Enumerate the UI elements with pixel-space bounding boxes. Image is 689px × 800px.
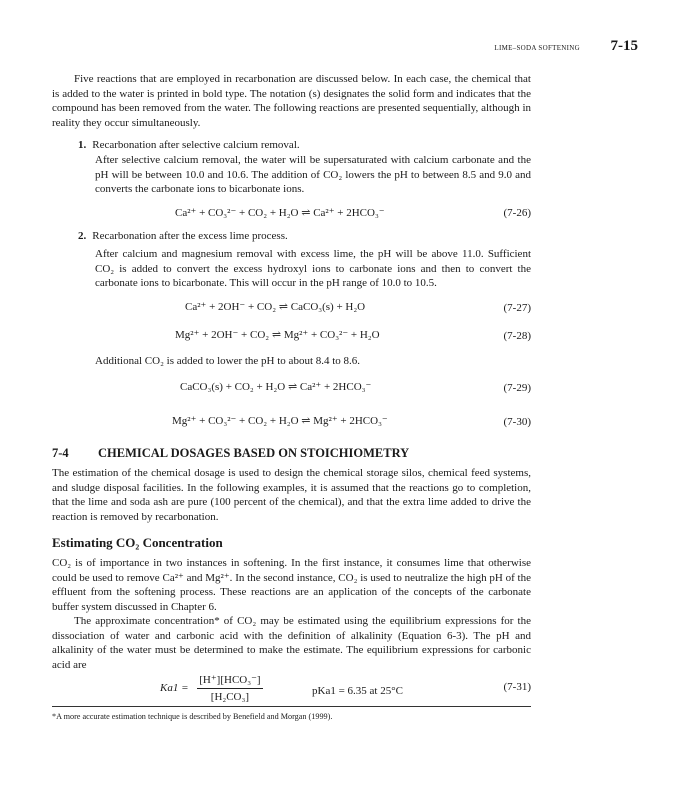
item-2-number: 2.	[78, 230, 87, 242]
section-paragraph	[52, 466, 531, 524]
item-2-heading	[78, 229, 288, 244]
subsection-paragraph-2	[52, 614, 531, 672]
equation-7-31-denominator: [H₂CO₃]	[210, 691, 250, 703]
equation-7-26	[175, 206, 385, 220]
equation-7-30	[172, 414, 388, 428]
item-2-title: Recarbonation after the excess lime process.	[92, 230, 288, 242]
item-2-text: After calcium and magnesium removal with excess lime, the pH will be above 11.0. Sufficient CO₂ is added to convert the excess hydroxyl ions to carbonate ions and then to convert the carbonate ions to bicarbonate. This will occur in the pH range of 10.0 to 10.5.	[95, 248, 531, 290]
equation-7-28	[175, 328, 380, 342]
equation-7-31-lhs: Ka1 =	[160, 682, 189, 695]
footnote: *A more accurate estimation technique is described by Benefield and Morgan (1999).	[52, 712, 333, 721]
equation-7-30-number: (7-30)	[503, 416, 531, 428]
subsection-paragraph-1	[52, 556, 531, 614]
subsection-text-1: CO₂ is of importance in two instances in softening. In the first instance, it consumes lime that otherwise could be used to remove Ca²⁺ and Mg²⁺. In the second instance, CO₂ is used to neutralize the high pH of the effluent from the softening process. These reactions are an application of the concepts of the carbonate buffer system discussed in Chapter 6.	[52, 557, 531, 613]
running-header	[52, 38, 638, 58]
additional-co2-paragraph	[95, 354, 531, 369]
item-1-number: 1.	[78, 139, 87, 151]
equation-7-29	[180, 380, 371, 394]
intro-text: Five reactions that are employed in recarbonation are discussed below. In each case, the chemical that is added to the water is printed in bold type. The notation (s) designates the solid form and indicates that the compound has been removed from the water. The following reactions are presented sequentially, although in reality they occur simultaneously.	[52, 73, 531, 129]
section-number: 7-4	[52, 446, 69, 460]
item-1-title: Recarbonation after selective calcium removal.	[92, 139, 300, 151]
equation-7-29-number: (7-29)	[503, 382, 531, 394]
equation-7-31-number: (7-31)	[503, 681, 531, 693]
equation-7-30-text: Mg²⁺ + CO₃²⁻ + CO₂ + H₂O ⇌ Mg²⁺ + 2HCO₃⁻	[172, 415, 388, 427]
page-number: 7-15	[610, 38, 638, 54]
equation-7-26-text: Ca²⁺ + CO₃²⁻ + CO₂ + H₂O ⇌ Ca²⁺ + 2HCO₃⁻	[175, 207, 385, 219]
item-2-body	[95, 247, 531, 291]
equation-7-31-rhs: pKa1 = 6.35 at 25°C	[312, 685, 403, 697]
equation-7-28-number: (7-28)	[503, 330, 531, 342]
running-title: LIME–SODA SOFTENING	[494, 44, 580, 52]
subsection-text-2: The approximate concentration* of CO₂ may be estimated using the equilibrium expressions for the dissociation of water and carbonic acid with the definition of alkalinity (Equation 6-3). The pH and alkalinity of the water must be determined to make the estimate. The equilibrium expressions for carbonic acid are	[52, 615, 531, 671]
intro-paragraph	[52, 72, 531, 130]
equation-7-27-number: (7-27)	[503, 302, 531, 314]
item-1-heading	[78, 138, 300, 153]
section-title: CHEMICAL DOSAGES BASED ON STOICHIOMETRY	[98, 446, 410, 460]
equation-7-27	[185, 300, 365, 314]
footnote-rule	[52, 706, 531, 707]
equation-7-26-number: (7-26)	[503, 207, 531, 219]
equation-7-31-numerator: [H⁺][HCO₃⁻]	[197, 673, 262, 689]
equation-7-29-text: CaCO₃(s) + CO₂ + H₂O ⇌ Ca²⁺ + 2HCO₃⁻	[180, 381, 372, 393]
item-1-body	[95, 153, 531, 197]
equation-7-27-text: Ca²⁺ + 2OH⁻ + CO₂ ⇌ CaCO₃(s) + H₂O	[185, 301, 366, 313]
equation-7-28-text: Mg²⁺ + 2OH⁻ + CO₂ ⇌ Mg²⁺ + CO₃²⁻ + H₂O	[175, 329, 380, 341]
equation-7-31	[160, 673, 263, 704]
subsection-heading: Estimating CO₂ Concentration	[52, 535, 223, 550]
equation-7-31-fraction	[197, 673, 262, 704]
section-heading	[52, 446, 409, 461]
section-text: The estimation of the chemical dosage is used to design the chemical storage silos, chemical feed systems, and sludge disposal facilities. In the following examples, it is assumed that the reactions go to completion, that the lime and soda ash are pure (100 percent of the chemical), and that the extra lime added to drive the reaction is removed by recarbonation.	[52, 467, 531, 523]
additional-co2-text: Additional CO₂ is added to lower the pH to about 8.4 to 8.6.	[95, 355, 361, 367]
item-1-text: After selective calcium removal, the water will be supersaturated with calcium carbonate and the pH will be between 10.0 and 10.6. The addition of CO₂ lowers the pH to between 8.5 and 9.0 and converts the carbonate ions to bicarbonate ions.	[95, 154, 531, 196]
